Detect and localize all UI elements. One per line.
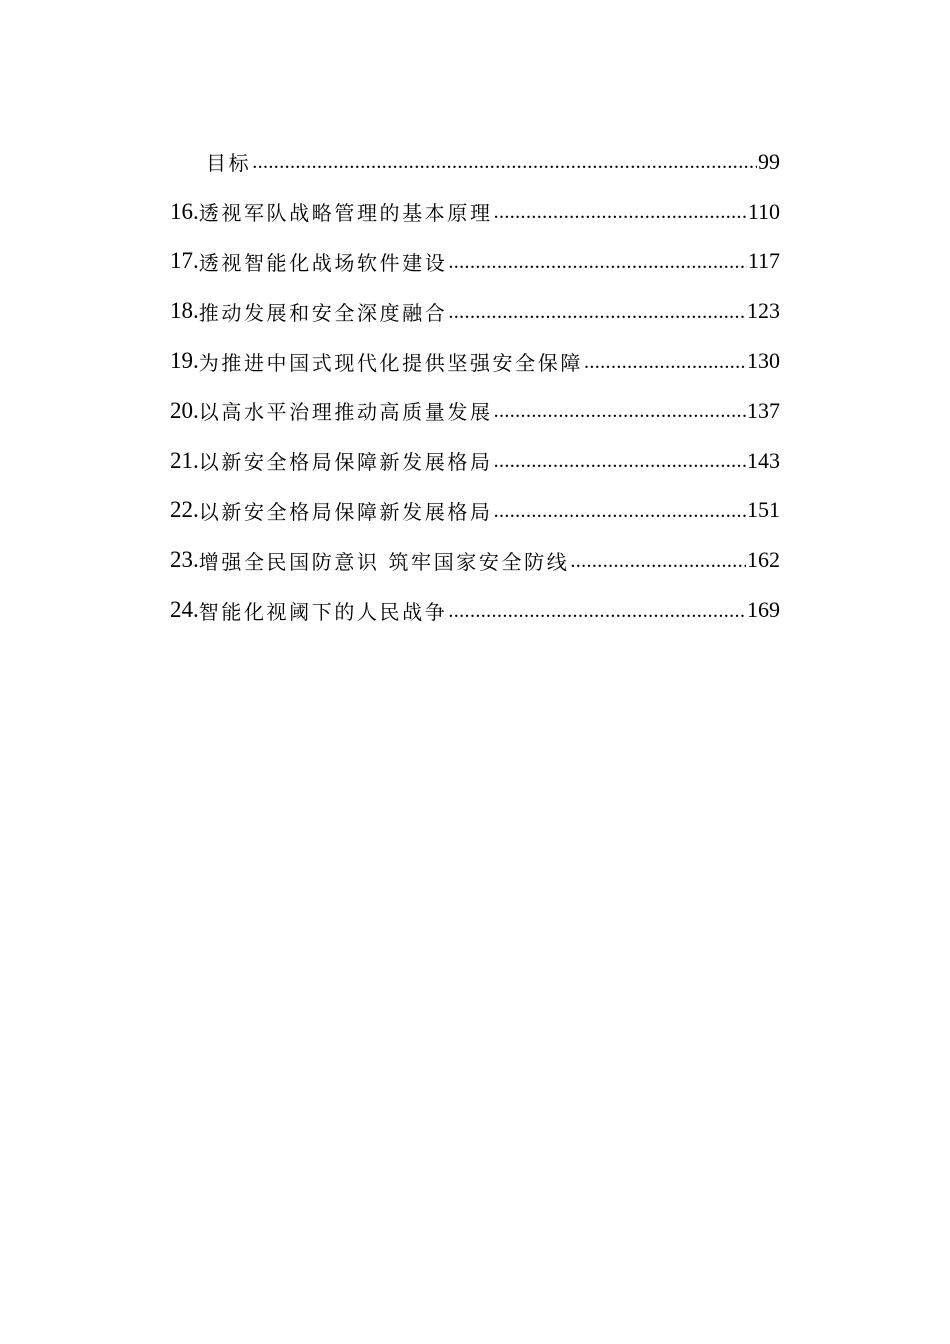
table-of-contents (170, 137, 780, 635)
toc-entry-title: 增强全民国防意识 筑牢国家安全防线 (198, 549, 570, 574)
toc-entry[interactable] (170, 336, 780, 386)
toc-entry[interactable] (170, 535, 780, 585)
toc-entry-page: 110 (747, 198, 780, 224)
toc-entry-number: 17. (170, 248, 199, 274)
toc-entry[interactable] (170, 486, 780, 536)
toc-entry-title: 以新安全格局保障新发展格局 (198, 499, 493, 524)
toc-entry-page: 162 (747, 547, 780, 573)
toc-entry-number: 23. (170, 547, 199, 573)
toc-entry-page: 99 (758, 148, 780, 174)
toc-entry-title: 以高水平治理推动高质量发展 (198, 400, 493, 425)
toc-entry[interactable] (170, 436, 780, 486)
toc-dot-leader (448, 301, 746, 324)
toc-entry-title: 为推进中国式现代化提供坚强安全保障 (198, 350, 583, 375)
toc-entry-page: 143 (747, 447, 780, 473)
toc-entry-number: 19. (170, 348, 199, 374)
toc-entry-title: 透视智能化战场软件建设 (198, 250, 448, 275)
toc-entry-page: 123 (747, 298, 780, 324)
toc-entry-page: 130 (747, 348, 780, 374)
toc-entry-page: 169 (747, 597, 780, 623)
toc-entry-number: 18. (170, 298, 199, 324)
toc-entry-title: 以新安全格局保障新发展格局 (198, 450, 493, 475)
toc-entry[interactable] (170, 237, 780, 287)
toc-entry-page: 137 (747, 397, 780, 423)
toc-entry-number: 16. (170, 198, 199, 224)
toc-entry-title: 智能化视阈下的人民战争 (198, 599, 448, 624)
toc-dot-leader (584, 351, 746, 374)
toc-dot-leader (494, 201, 747, 224)
toc-dot-leader (494, 500, 746, 523)
toc-entry[interactable] (170, 585, 780, 635)
toc-entry[interactable] (170, 386, 780, 436)
toc-entry-title: 目标 (206, 151, 252, 176)
toc-entry-number: 24. (170, 597, 199, 623)
toc-entry-page: 151 (747, 497, 780, 523)
toc-entry-title: 推动发展和安全深度融合 (198, 300, 448, 325)
toc-dot-leader (448, 600, 746, 623)
toc-dot-leader (494, 450, 746, 473)
toc-entry[interactable] (170, 187, 780, 237)
toc-entry[interactable] (170, 137, 780, 187)
toc-entry-number: 21. (170, 447, 199, 473)
toc-dot-leader (448, 251, 746, 274)
toc-entry-page: 117 (747, 248, 780, 274)
toc-entry-number: 22. (170, 497, 199, 523)
toc-dot-leader (570, 550, 746, 573)
toc-entry[interactable] (170, 286, 780, 336)
toc-dot-leader (252, 151, 757, 174)
toc-dot-leader (494, 400, 746, 423)
toc-entry-number: 20. (170, 397, 199, 423)
toc-entry-title: 透视军队战略管理的基本原理 (198, 201, 493, 226)
